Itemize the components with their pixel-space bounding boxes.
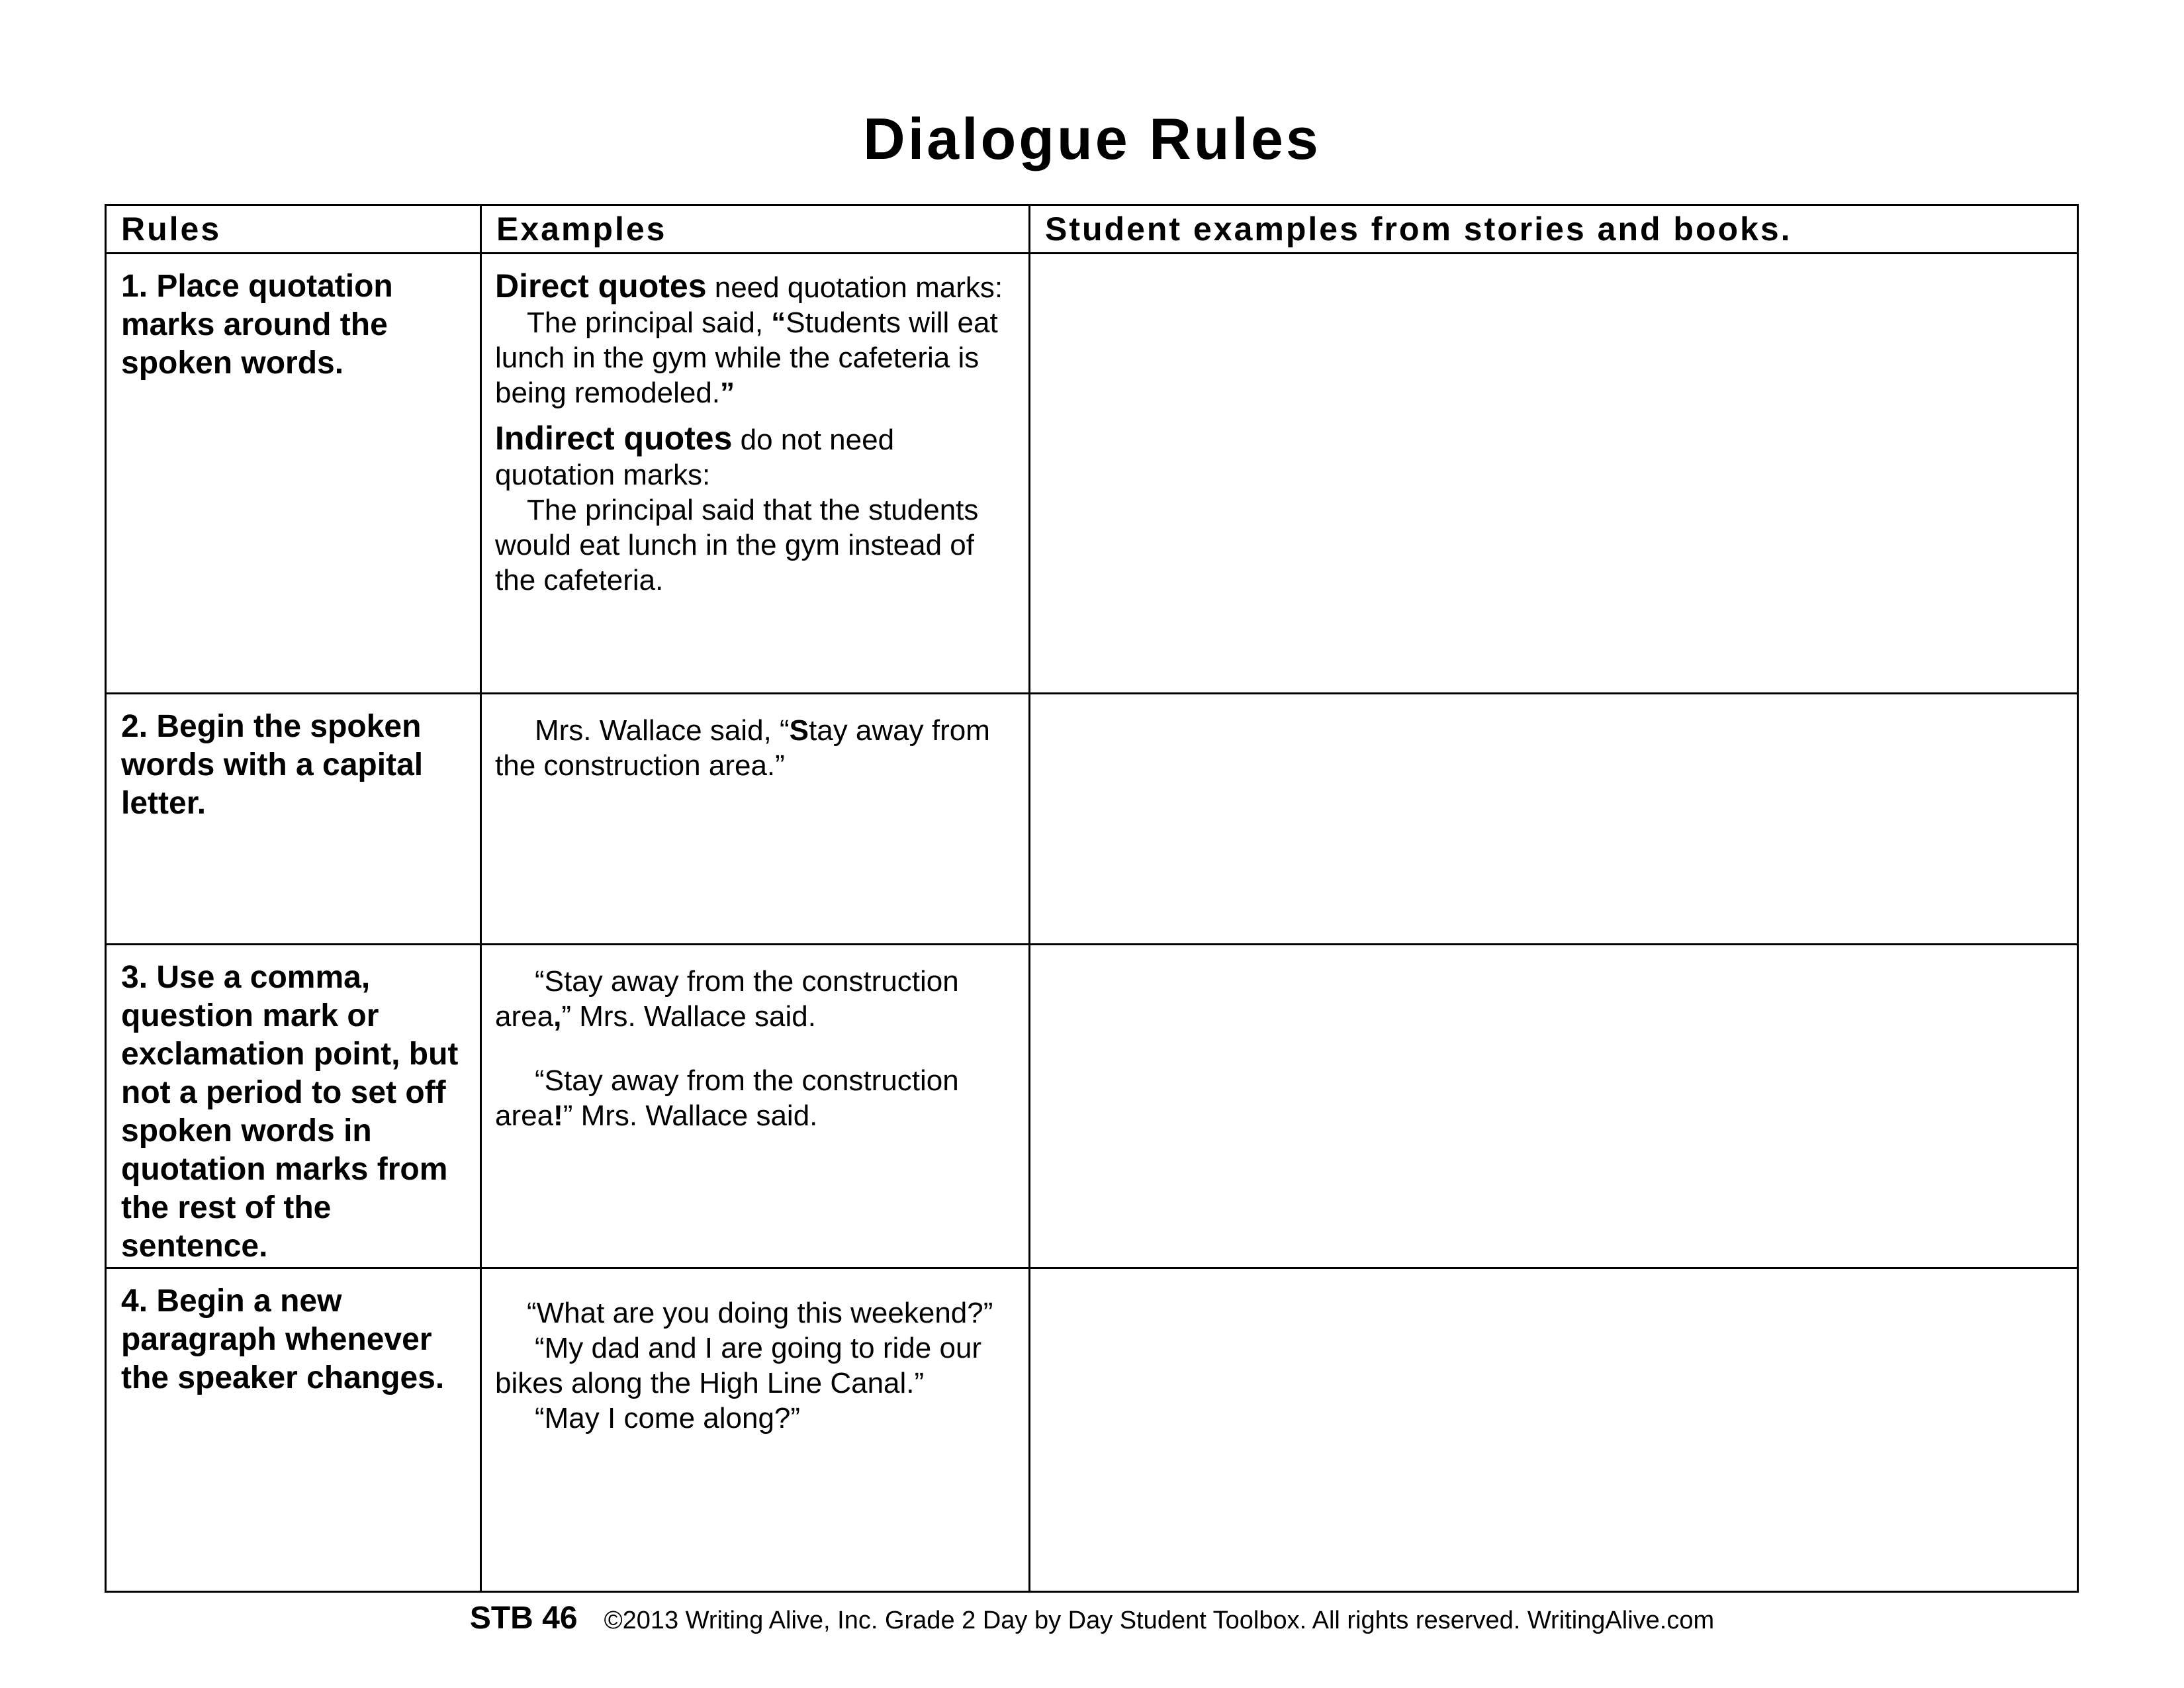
comma-example: “Stay away from the construction area,” Mrs. Wallace said. — [495, 965, 959, 1033]
capital-letter-example: Mrs. Wallace said, “Stay away from the construction area.” — [495, 714, 990, 782]
table-row — [106, 945, 2078, 1268]
rule-text: 2. Begin the spoken words with a capital letter. — [121, 709, 424, 821]
page-code: STB 46 — [469, 1601, 578, 1636]
table-row — [106, 254, 2078, 694]
dialogue-line: “May I come along?” — [535, 1402, 801, 1434]
student-example-cell[interactable] — [1030, 694, 2078, 945]
student-example-cell[interactable] — [1030, 254, 2078, 694]
rule-cell — [106, 1268, 481, 1592]
table-row — [106, 694, 2078, 945]
rule-text: 4. Begin a new paragraph whenever the speaker changes. — [121, 1284, 445, 1395]
example-cell — [481, 1268, 1030, 1592]
example-cell — [481, 945, 1030, 1268]
dialogue-line: “What are you doing this weekend?” — [527, 1297, 993, 1329]
rule-text: 3. Use a comma, question mark or exclamation point, but not a period to set off spoken words in quotation marks from the rest of the sentence. — [121, 960, 459, 1264]
indirect-quote-example: The principal said that the students would eat lunch in the gym instead of the cafeteria. — [495, 494, 979, 596]
table-row — [106, 1268, 2078, 1592]
rule-cell — [106, 254, 481, 694]
dialogue-rules-table — [105, 204, 2079, 1593]
student-example-cell[interactable] — [1030, 1268, 2078, 1592]
table-header-row — [106, 205, 2078, 254]
rule-cell — [106, 694, 481, 945]
rule-text: 1. Place quotation marks around the spoken words. — [121, 269, 393, 381]
dialogue-line: “My dad and I are going to ride our bikes along the High Line Canal.” — [495, 1332, 982, 1399]
indirect-quotes-intro: Indirect quotes do not need quotation marks: — [495, 420, 895, 491]
header-rules: Rules — [106, 205, 481, 254]
rule-cell — [106, 945, 481, 1268]
header-examples: Examples — [481, 205, 1030, 254]
page-footer — [0, 1601, 2184, 1638]
exclamation-example: “Stay away from the construction area!” Mrs. Wallace said. — [495, 1064, 959, 1132]
copyright-text: ©2013 Writing Alive, Inc. Grade 2 Day by Day Student Toolbox. All rights reserved. WritingAlive.com — [604, 1607, 1715, 1634]
example-cell — [481, 254, 1030, 694]
header-student-examples: Student examples from stories and books. — [1030, 205, 2078, 254]
page-title: Dialogue Rules — [863, 106, 1321, 171]
student-example-cell[interactable] — [1030, 945, 2078, 1268]
direct-quotes-intro: Direct quotes need quotation marks: — [495, 267, 1003, 305]
example-cell — [481, 694, 1030, 945]
direct-quote-example: The principal said, “Students will eat lunch in the gym while the cafeteria is being remodeled.” — [495, 306, 998, 409]
